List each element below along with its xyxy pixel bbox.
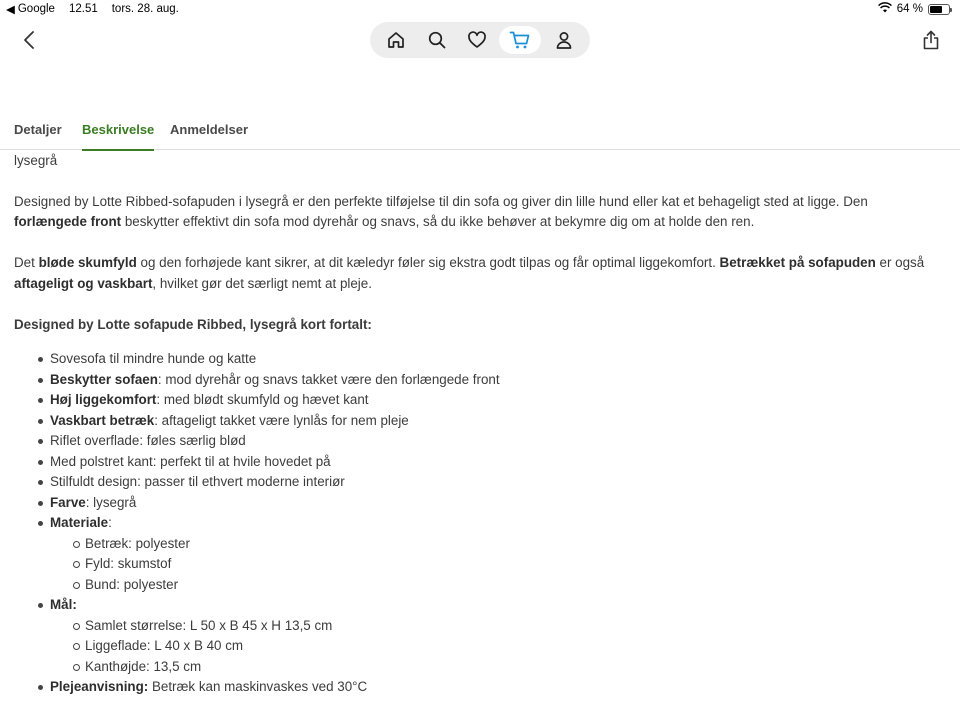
list-item: Fyld: skumstof <box>85 554 944 575</box>
list-item: Betræk: polyester <box>85 534 944 555</box>
cart-nav-button[interactable] <box>499 26 541 54</box>
battery-percent: 64 % <box>896 3 923 15</box>
status-time: 12.51 <box>68 3 98 15</box>
tab-anmeldelser[interactable]: Anmeldelser <box>170 122 249 137</box>
tab-beskrivelse[interactable]: Beskrivelse <box>82 122 154 151</box>
home-nav-button[interactable] <box>378 26 414 54</box>
list-item: Samlet størrelse: L 50 x B 45 x H 13,5 cm <box>85 616 944 637</box>
status-bar <box>0 0 960 18</box>
search-nav-button[interactable] <box>419 26 455 54</box>
list-item: Bund: polyester <box>85 575 944 596</box>
user-icon <box>554 30 574 50</box>
share-icon <box>922 30 940 50</box>
list-item: Liggeflade: L 40 x B 40 cm <box>85 636 944 657</box>
dimensions-list <box>50 616 944 678</box>
list-item: Materiale: Betræk: polyester Fyld: skumstof Bund: polyester <box>50 513 944 595</box>
heart-icon <box>467 30 487 50</box>
back-to-app-link[interactable] <box>6 2 55 16</box>
list-item: Kanthøjde: 13,5 cm <box>85 657 944 678</box>
product-tabs <box>0 112 960 150</box>
back-app-label: Google <box>17 3 55 15</box>
tab-detaljer[interactable]: Detaljer <box>14 122 62 137</box>
description-content <box>14 151 944 698</box>
feature-list <box>14 349 944 698</box>
list-item: Vaskbart betræk: aftageligt takket være lynlås for nem pleje <box>50 411 944 432</box>
search-icon <box>427 30 447 50</box>
cart-icon <box>509 30 531 50</box>
list-item: Med polstret kant: perfekt til at hvile hovedet på <box>50 452 944 473</box>
share-button[interactable] <box>920 28 942 52</box>
home-icon <box>386 30 406 50</box>
materials-list <box>50 534 944 596</box>
list-item: Høj liggekomfort: med blødt skumfyld og hævet kant <box>50 390 944 411</box>
description-paragraph-1: Designed by Lotte Ribbed-sofapuden i lysegrå er den perfekte tilføjelse til din sofa og giver din lille hund eller kat et behageligt sted at ligge. Den forlængede front beskytter effektivt din sofa mod dyrehår og snavs, så du ikke behøver at bekymre dig om at holde den ren. <box>14 193 868 229</box>
battery-icon <box>928 4 950 15</box>
main-navigation <box>370 22 590 58</box>
list-item: Mål: Samlet størrelse: L 50 x B 45 x H 13,5 cm Liggeflade: L 40 x B 40 cm Kanthøjde: 13,5 cm <box>50 595 944 677</box>
list-item: Riflet overflade: føles særlig blød <box>50 431 944 452</box>
list-item: Stilfuldt design: passer til ethvert moderne interiør <box>50 472 944 493</box>
list-item: Plejeanvisning: Betræk kan maskinvaskes ved 30°C <box>50 677 944 698</box>
list-item: Farve: lysegrå <box>50 493 944 514</box>
favorites-nav-button[interactable] <box>459 26 495 54</box>
back-button[interactable] <box>18 28 40 52</box>
list-item: Beskytter sofaen: mod dyrehår og snavs takket være den forlængede front <box>50 370 944 391</box>
color-line: lysegrå <box>14 153 58 168</box>
back-triangle-icon: ◀ <box>6 4 15 16</box>
status-date: tors. 28. aug. <box>111 3 179 15</box>
chevron-left-icon <box>23 30 35 50</box>
summary-heading: Designed by Lotte sofapude Ribbed, lysegrå kort fortalt: <box>14 316 372 332</box>
description-paragraph-2: Det bløde skumfyld og den forhøjede kant sikrer, at dit kæledyr føler sig ekstra godt tilpas og får optimal liggekomfort. Betrækket på sofapuden er også aftageligt og vaskbart, hvilket gør det særligt nemt at pleje. <box>14 255 925 291</box>
account-nav-button[interactable] <box>546 26 582 54</box>
wifi-icon <box>878 2 892 16</box>
list-item: Sovesofa til mindre hunde og katte <box>50 349 944 370</box>
